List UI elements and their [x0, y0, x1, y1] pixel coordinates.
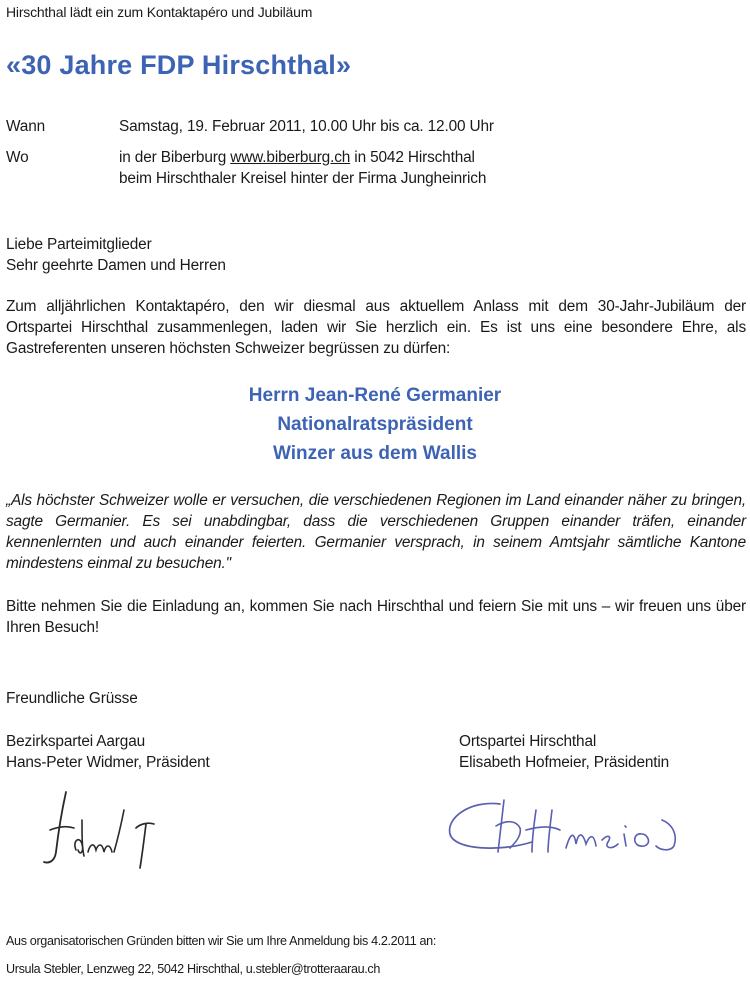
intro-line: Hirschthal lädt ein zum Kontaktapéro und Jubiläum — [6, 4, 313, 20]
where-value — [119, 147, 719, 189]
where-label: Wo — [6, 149, 29, 166]
footer-note: Aus organisatorischen Gründen bitten wir Sie um Ihre Anmeldung bis 4.2.2011 an: — [6, 934, 436, 948]
paragraph-closing: Bitte nehmen Sie die Einladung an, kommen Sie nach Hirschthal und feiern Sie mit uns – wir freuen uns über Ihren Besuch! — [6, 598, 746, 636]
speaker-note: Winzer aus dem Wallis — [273, 443, 477, 464]
when-label: Wann — [6, 118, 46, 135]
signer-left-name: Hans-Peter Widmer, Präsident — [6, 754, 210, 771]
speaker-name: Herrn Jean-René Germanier — [248, 385, 502, 406]
biberburg-link[interactable]: www.biberburg.ch — [230, 149, 351, 166]
signature-left-image — [36, 780, 166, 880]
footer-contact: Ursula Stebler, Lenzweg 22, 5042 Hirschthal, u.stebler@trotteraarau.ch — [6, 962, 381, 976]
salutation-line2: Sehr geehrte Damen und Herren — [6, 257, 226, 274]
quote-paragraph: „Als höchster Schweizer wolle er versuchen, die verschiedenen Regionen im Land einander näher zu bringen, sagte Germanier. Es sei unabdingbar, dass die verschiedenen Gruppen einander träfen, einander kennenlernten und auch einander feierten. Germanier versprach, in seinem Amtsjahr sämtliche Kantone mindestens einmal zu besuchen." — [6, 492, 746, 572]
where-line2: beim Hirschthaler Kreisel hinter der Firma Jungheinrich — [119, 170, 487, 187]
salutation — [6, 234, 226, 276]
paragraph-intro: Zum alljährlichen Kontaktapéro, den wir diesmal aus aktuellem Anlass mit dem 30-Jahr-Jubiläum der Ortspartei Hirschthal zusammenlegen, laden wir Sie herzlich ein. Es ist uns eine besondere Ehre, als Gastreferenten unseren höchsten Schweizer begrüssen zu dürfen: — [6, 298, 746, 357]
salutation-line1: Liebe Parteimitglieder — [6, 236, 152, 253]
closing-greeting: Freundliche Grüsse — [6, 690, 138, 707]
where-suffix: in 5042 Hirschthal — [350, 149, 475, 166]
speaker-role: Nationalratspräsident — [277, 414, 473, 435]
signer-right-org: Ortspartei Hirschthal — [459, 733, 597, 750]
signer-right-name: Elisabeth Hofmeier, Präsidentin — [459, 754, 670, 771]
where-prefix: in der Biberburg — [119, 149, 231, 166]
signer-left-org: Bezirkspartei Aargau — [6, 733, 146, 750]
when-value: Samstag, 19. Februar 2011, 10.00 Uhr bis ca. 12.00 Uhr — [119, 118, 494, 135]
signature-right-image — [440, 790, 700, 870]
signer-right — [459, 731, 669, 773]
signer-left — [6, 731, 210, 773]
page-title: «30 Jahre FDP Hirschthal» — [6, 50, 352, 80]
